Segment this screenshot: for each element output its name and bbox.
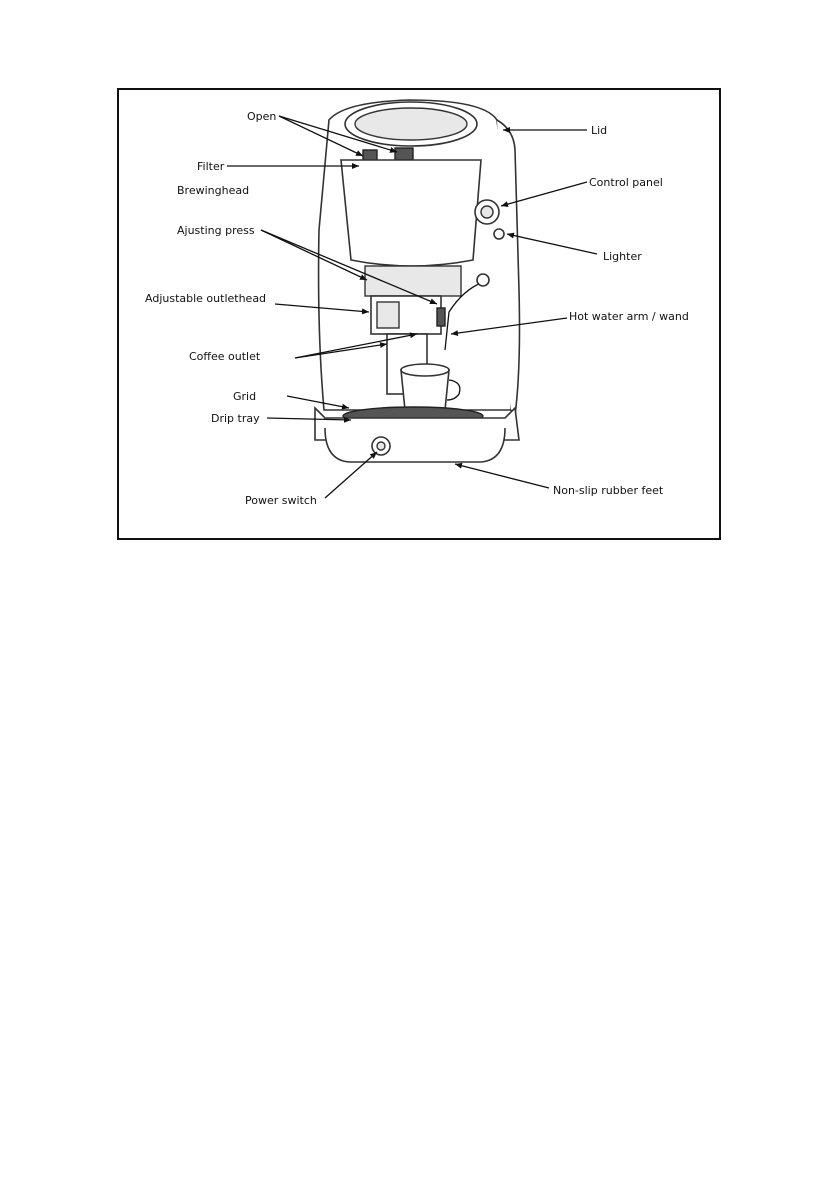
label-lid: Lid <box>591 124 608 137</box>
label-filter: Filter <box>197 160 225 173</box>
brewing-head <box>341 160 481 266</box>
label-open: Open <box>247 110 277 123</box>
label-lighter: Lighter <box>603 250 642 263</box>
label-grid: Grid <box>233 390 257 403</box>
label-coffee-outlet: Coffee outlet <box>189 350 261 363</box>
coffee-machine-diagram <box>119 90 719 538</box>
label-non-slip-feet: Non-slip rubber feet <box>553 484 664 497</box>
label-power-switch: Power switch <box>245 494 317 507</box>
press-block <box>365 266 461 296</box>
label-drip-tray: Drip tray <box>211 412 260 425</box>
label-brewinghead: Brewinghead <box>177 184 250 197</box>
label-hot-water-arm: Hot water arm / wand <box>569 310 689 323</box>
diagram-frame <box>117 88 721 540</box>
label-control-panel: Control panel <box>589 176 663 189</box>
label-ajusting-press: Ajusting press <box>177 224 255 237</box>
lighter-part <box>494 229 504 239</box>
label-adjustable-outlethead: Adjustable outlethead <box>145 292 267 305</box>
machine-base <box>325 428 505 462</box>
